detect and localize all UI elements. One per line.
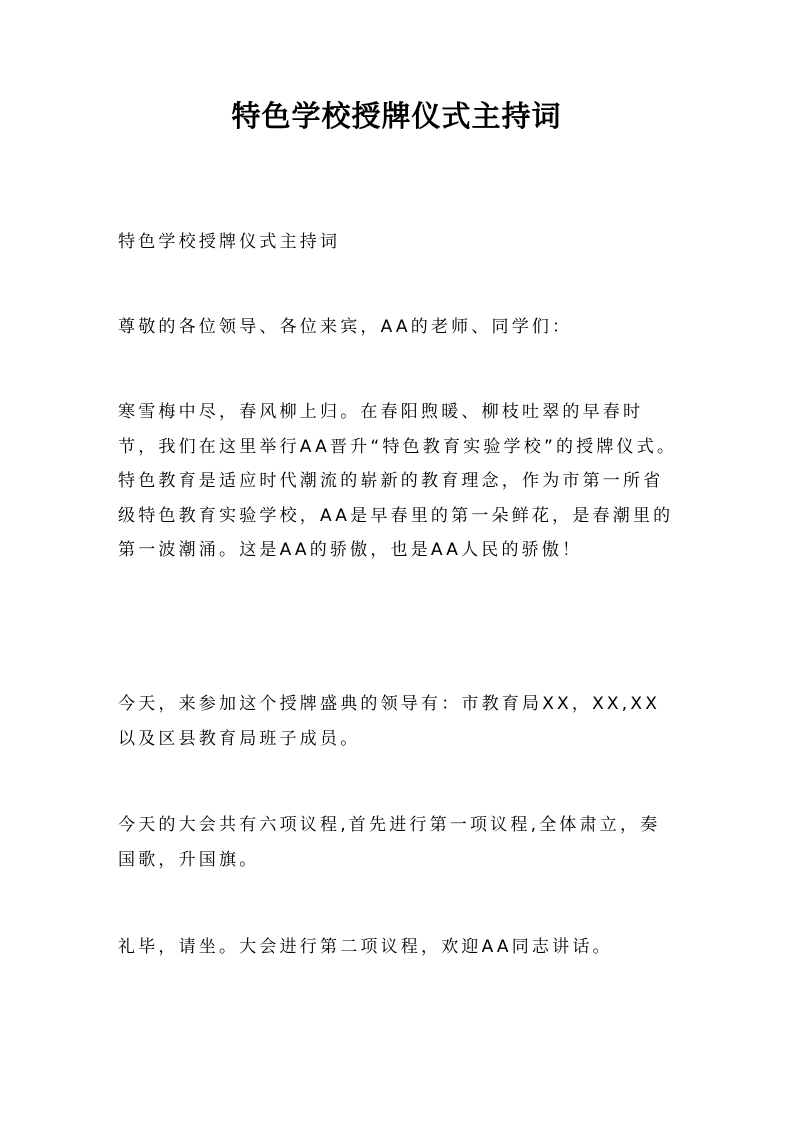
paragraph-subtitle: 特色学校授牌仪式主持词 [118, 232, 341, 252]
document-title: 特色学校授牌仪式主持词 [231, 99, 562, 133]
paragraph-greeting: 尊敬的各位领导、各位来宾，AA的老师、同学们： [118, 317, 573, 337]
paragraph-agenda: 今天的大会共有六项议程,首先进行第一项议程,全体肃立，奏国歌，升国旗。 [118, 815, 661, 870]
paragraph-closing: 礼毕，请坐。大会进行第二项议程，欢迎AA同志讲话。 [118, 937, 613, 957]
paragraph-leaders: 今天，来参加这个授牌盛典的领导有：市教育局XX，XX,XX以及区县教育局班子成员。 [118, 694, 661, 749]
paragraph-intro: 寒雪梅中尽，春风柳上归。在春阳煦暖、柳枝吐翠的早春时节，我们在这里举行AA晋升“特色教育实验学校”的授牌仪式。特色教育是适应时代潮流的崭新的教育理念，作为市第一所省级特色教育实验学校，AA是早春里的第一朵鲜花，是春潮里的第一波潮涌。这是AA的骄傲，也是AA人民的骄傲！ [118, 402, 678, 560]
